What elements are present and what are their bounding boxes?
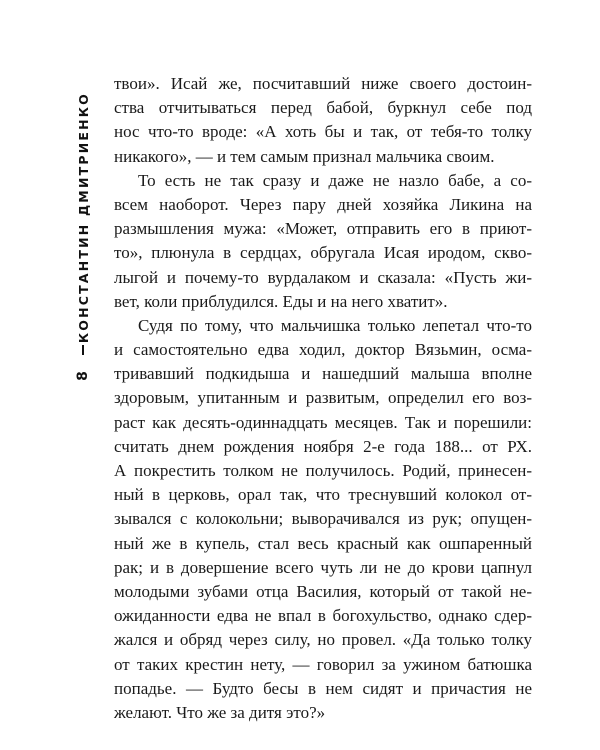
text-line: рак; и в довершение всего чуть ли не до крови цапнул xyxy=(114,557,532,577)
text-line: вет, коли приблудился. Еды и на него хватит». xyxy=(114,291,448,311)
text-line: молодыми зубами отца Василия, который от такой не- xyxy=(114,581,532,601)
text-line: здоровым, упитанным и развитым, определил его воз- xyxy=(114,388,532,408)
author-name: КОНСТАНТИН ДМИТРИЕНКО xyxy=(75,92,91,344)
text-line: твои». Исай же, посчитавший ниже своего достоин- xyxy=(114,74,532,93)
text-line: ный в церковь, орал так, что треснувший колокол от- xyxy=(114,485,532,505)
text-line: считать днем рождения ноября 2-е года 188... от РХ. xyxy=(114,436,532,456)
text-line: желают. Что же за дитя это?» xyxy=(114,702,326,722)
text-line: всем наоборот. Через пару дней хозяйка Ликина на xyxy=(114,194,532,214)
text-line: ный же в купель, стал весь красный как ошпаренный xyxy=(114,533,532,553)
page-number xyxy=(72,366,94,386)
text-line: размышления мужа: «Может, отправить его в приют- xyxy=(114,219,532,239)
text-line: То есть не так сразу и даже не назло бабе, а со- xyxy=(138,170,532,190)
text-line: ства отчитываться перед бабой, буркнул себе под xyxy=(114,98,532,118)
text-line: лыгой и почему-то вурдалаком и сказала: «Пусть жи- xyxy=(114,267,532,287)
text-line: Судя по тому, что мальчишка только лепетал что-то xyxy=(138,315,532,335)
text-line: ожиданности едва не впал в богохульство, однако сдер- xyxy=(114,606,532,626)
text-line: зывался с колокольни; выворачивался из рук; опущен- xyxy=(114,509,532,529)
text-line: нос что-то вроде: «А хоть бы и так, от тебя-то толку xyxy=(114,122,532,142)
text-line: раст как десять-одиннадцать месяцев. Так и порешили: xyxy=(114,412,532,432)
text-line: от таких крестин нету, — говорил за ужином батюшка xyxy=(114,654,532,674)
divider xyxy=(82,345,84,355)
text-line: никакого», — и тем самым признал мальчика своим. xyxy=(114,146,495,166)
text-line: и самостоятельно едва ходил, доктор Вязьмин, осма- xyxy=(114,340,532,360)
text-line: жался и обряд через силу, но провел. «Да только толку xyxy=(114,630,532,650)
running-head xyxy=(70,92,96,344)
text-line: то», плюнула в сердцах, обругала Исая иродом, скво- xyxy=(114,243,532,263)
text-line: А покрестить толком не получилось. Родий, принесен- xyxy=(114,461,532,480)
text-line: попадье. — Будто бесы в нем сидят и причастия не xyxy=(114,678,532,698)
body-text xyxy=(114,72,532,725)
page-number-text: 8 xyxy=(75,371,91,381)
text-line: тривавший подкидыша и нашедший малыша вполне xyxy=(114,364,532,384)
